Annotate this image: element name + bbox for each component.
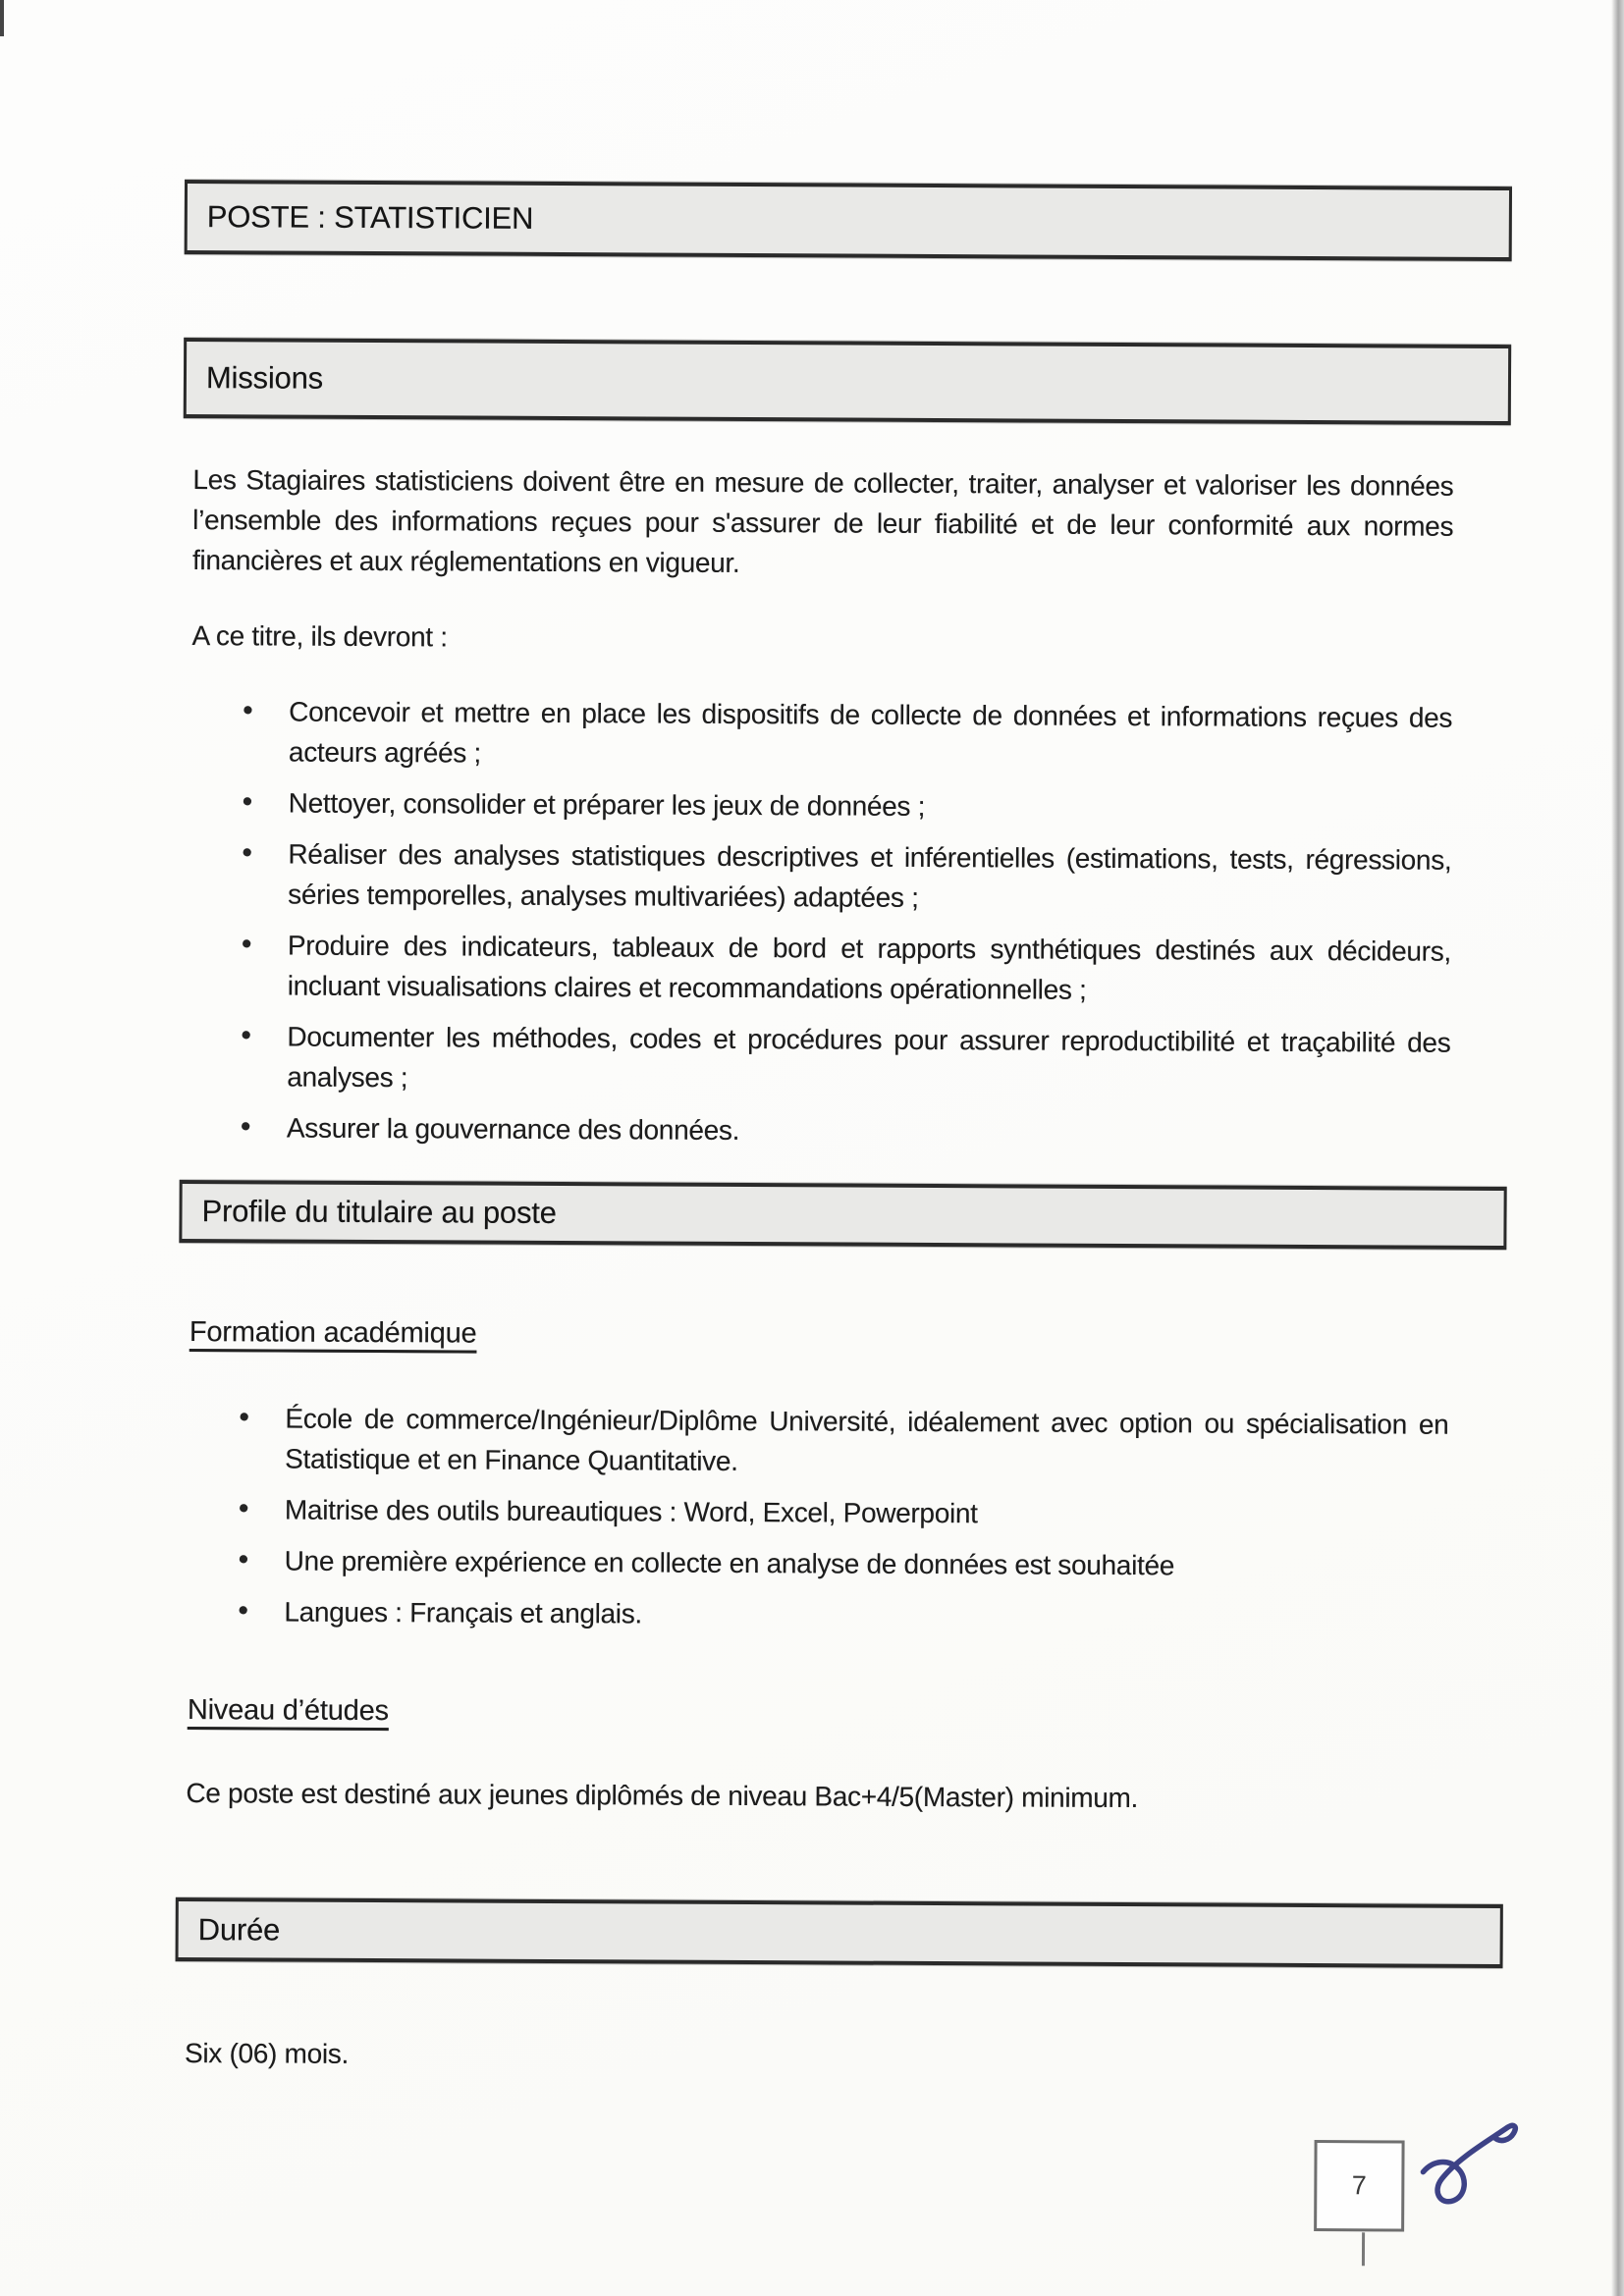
scan-left-edge-mark (0, 0, 4, 36)
missions-header: Missions (205, 360, 324, 396)
profile-header-box (179, 1180, 1506, 1250)
missions-bullet-3: • Réaliser des analyses statistiques descriptives et inférentielles (estimations, tests, régressions, séries temporelles, analyses multivariées) adaptées ; (190, 833, 1451, 921)
missions-intro-paragraph: Les Stagiaires statisticiens doivent être en mesure de collecter, traiter, analyser et valoriser les données l’ensemble des informations reçues pour s'assurer de leur fiabilité et de leur conformité aux normes financières et aux réglementations en vigueur. (191, 464, 1454, 578)
missions-lead-in: A ce titre, ils devront : (191, 620, 448, 653)
formation-bullet-2: • Maitrise des outils bureautiques : Word, Excel, Powerpoint (188, 1489, 1448, 1536)
duree-text: Six (06) mois. (184, 2038, 350, 2069)
signature-mark (1413, 2113, 1537, 2224)
missions-bullet-4: • Produire des indicateurs, tableaux de bord et rapports synthétiques destinés aux décideurs, incluant visualisations claires et recommandations opérationnelles ; (190, 925, 1451, 1012)
missions-bullet-6: • Assurer la gouvernance des données. (189, 1107, 1450, 1154)
formation-bullet-list (187, 1398, 1448, 1649)
missions-bullet-1: • Concevoir et mettre en place les dispositifs de collecte de données et informations reçues des acteurs agréés ; (191, 691, 1452, 778)
formation-heading: Formation académique (189, 1316, 477, 1350)
page-number-box (1314, 2140, 1404, 2231)
post-title: POSTE : STATISTICIEN (206, 199, 534, 236)
missions-bullet-2: • Nettoyer, consolider et préparer les jeux de données ; (191, 782, 1452, 829)
niveau-etudes-heading: Niveau d’études (187, 1694, 389, 1728)
missions-bullet-list (189, 691, 1452, 1165)
page-number: 7 (1351, 2170, 1367, 2201)
scan-right-edge-shadow (1611, 0, 1624, 2296)
formation-bullet-3: • Une première expérience en collecte en analyse de données est souhaitée (188, 1540, 1448, 1587)
missions-header-box (184, 338, 1511, 425)
duree-header: Durée (197, 1911, 281, 1948)
post-title-box (185, 180, 1512, 261)
formation-bullet-4: • Langues : Français et anglais. (187, 1591, 1447, 1638)
duree-header-box (176, 1897, 1503, 1968)
page-number-box-stem (1362, 2232, 1365, 2266)
missions-bullet-5: • Documenter les méthodes, codes et procédures pour assurer reproductibilité et traçabilité des analyses ; (189, 1016, 1450, 1103)
profile-header: Profile du titulaire au poste (201, 1194, 557, 1230)
niveau-etudes-text: Ce poste est destiné aux jeunes diplômés de niveau Bac+4/5(Master) minimum. (186, 1778, 1139, 1814)
formation-bullet-1: • École de commerce/Ingénieur/Diplôme Université, idéalement avec option ou spécialisation en Statistique et en Finance Quantitative. (188, 1398, 1448, 1485)
